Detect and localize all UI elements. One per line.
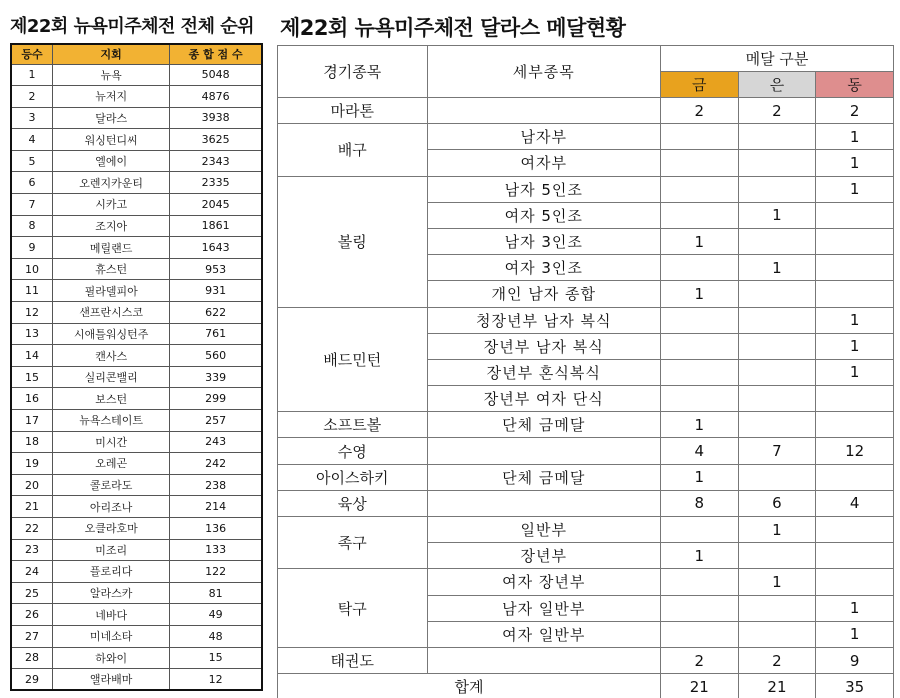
team-cell: 플로리다 xyxy=(53,561,170,583)
bronze-count xyxy=(816,517,894,543)
rank-cell: 4 xyxy=(11,129,53,151)
ranking-row xyxy=(11,539,262,561)
team-cell: 필라델피아 xyxy=(53,280,170,302)
total-silver: 21 xyxy=(738,674,816,698)
event-cell: 여자 일반부 xyxy=(427,621,660,647)
score-cell: 339 xyxy=(170,366,262,388)
bronze-count: 12 xyxy=(816,438,894,464)
sport-cell: 족구 xyxy=(278,517,428,569)
score-cell: 560 xyxy=(170,345,262,367)
rank-cell: 26 xyxy=(11,604,53,626)
team-cell: 시애틀워싱턴주 xyxy=(53,323,170,345)
silver-count: 2 xyxy=(738,98,816,124)
score-cell: 214 xyxy=(170,496,262,518)
gold-count: 1 xyxy=(660,412,738,438)
silver-count xyxy=(738,228,816,254)
gold-header: 금 xyxy=(660,72,738,98)
rank-cell: 11 xyxy=(11,280,53,302)
rank-cell: 3 xyxy=(11,107,53,129)
team-cell: 오클라호마 xyxy=(53,517,170,539)
ranking-row xyxy=(11,86,262,108)
score-cell: 761 xyxy=(170,323,262,345)
score-cell: 5048 xyxy=(170,64,262,86)
gold-count: 2 xyxy=(660,98,738,124)
silver-count xyxy=(738,307,816,333)
bronze-count: 2 xyxy=(816,98,894,124)
silver-count: 1 xyxy=(738,569,816,595)
gold-count: 1 xyxy=(660,464,738,490)
rank-cell: 17 xyxy=(11,410,53,432)
ranking-row xyxy=(11,453,262,475)
medal-row xyxy=(278,517,894,543)
silver-count xyxy=(738,124,816,150)
rank-cell: 2 xyxy=(11,86,53,108)
medal-row xyxy=(278,98,894,124)
score-cell: 2045 xyxy=(170,194,262,216)
silver-count xyxy=(738,412,816,438)
sport-cell: 배구 xyxy=(278,124,428,176)
gold-count xyxy=(660,621,738,647)
team-cell: 앨라배마 xyxy=(53,669,170,691)
ranking-row xyxy=(11,410,262,432)
bronze-count xyxy=(816,202,894,228)
team-cell: 아리조나 xyxy=(53,496,170,518)
event-cell: 장년부 xyxy=(427,543,660,569)
bronze-count: 1 xyxy=(816,124,894,150)
team-cell: 시카고 xyxy=(53,194,170,216)
gold-count xyxy=(660,333,738,359)
sport-cell: 배드민턴 xyxy=(278,307,428,412)
ranking-row xyxy=(11,129,262,151)
bronze-header: 동 xyxy=(816,72,894,98)
silver-count: 1 xyxy=(738,517,816,543)
event-cell: 개인 남자 종합 xyxy=(427,281,660,307)
ranking-row xyxy=(11,388,262,410)
event-cell: 단체 금메달 xyxy=(427,464,660,490)
gold-count xyxy=(660,176,738,202)
team-cell: 조지아 xyxy=(53,215,170,237)
medal-title: 제22회 뉴욕미주체전 달라스 메달현황 xyxy=(280,16,626,40)
event-cell: 장년부 혼식복식 xyxy=(427,359,660,385)
team-cell: 뉴욕스테이트 xyxy=(53,410,170,432)
rank-cell: 21 xyxy=(11,496,53,518)
event-cell: 여자 5인조 xyxy=(427,202,660,228)
bronze-count: 4 xyxy=(816,490,894,516)
bronze-count: 9 xyxy=(816,647,894,673)
score-cell: 2335 xyxy=(170,172,262,194)
team-cell: 알라스카 xyxy=(53,582,170,604)
medal-row xyxy=(278,307,894,333)
rank-cell: 19 xyxy=(11,453,53,475)
silver-count xyxy=(738,333,816,359)
silver-count xyxy=(738,464,816,490)
event-cell: 여자부 xyxy=(427,150,660,176)
rank-cell: 15 xyxy=(11,366,53,388)
rank-cell: 28 xyxy=(11,647,53,669)
score-cell: 48 xyxy=(170,625,262,647)
score-cell: 3938 xyxy=(170,107,262,129)
team-cell: 뉴저지 xyxy=(53,86,170,108)
ranking-row xyxy=(11,561,262,583)
team-cell: 오렌지카운티 xyxy=(53,172,170,194)
score-cell: 3625 xyxy=(170,129,262,151)
bronze-count xyxy=(816,386,894,412)
ranking-body xyxy=(11,64,262,690)
score-cell: 4876 xyxy=(170,86,262,108)
gold-count: 4 xyxy=(660,438,738,464)
gold-count: 1 xyxy=(660,228,738,254)
silver-count: 1 xyxy=(738,202,816,228)
rank-cell: 6 xyxy=(11,172,53,194)
rank-cell: 14 xyxy=(11,345,53,367)
ranking-row xyxy=(11,237,262,259)
ranking-row xyxy=(11,215,262,237)
silver-count xyxy=(738,359,816,385)
event-cell: 남자 일반부 xyxy=(427,595,660,621)
ranking-row xyxy=(11,517,262,539)
sport-header: 경기종목 xyxy=(278,46,428,98)
bronze-count: 1 xyxy=(816,150,894,176)
ranking-row xyxy=(11,280,262,302)
ranking-row xyxy=(11,258,262,280)
silver-count: 1 xyxy=(738,255,816,281)
score-cell: 242 xyxy=(170,453,262,475)
total-row xyxy=(278,674,894,698)
score-cell: 238 xyxy=(170,474,262,496)
sport-cell: 태권도 xyxy=(278,647,428,673)
score-cell: 953 xyxy=(170,258,262,280)
medal-row xyxy=(278,176,894,202)
gold-count xyxy=(660,255,738,281)
score-cell: 2343 xyxy=(170,150,262,172)
bronze-count: 1 xyxy=(816,621,894,647)
gold-count xyxy=(660,517,738,543)
rank-cell: 16 xyxy=(11,388,53,410)
rank-cell: 23 xyxy=(11,539,53,561)
ranking-row xyxy=(11,64,262,86)
ranking-row xyxy=(11,366,262,388)
silver-count xyxy=(738,621,816,647)
medal-row xyxy=(278,647,894,673)
event-cell: 장년부 여자 단식 xyxy=(427,386,660,412)
event-cell: 여자 장년부 xyxy=(427,569,660,595)
gold-count xyxy=(660,386,738,412)
score-cell: 1861 xyxy=(170,215,262,237)
score-cell: 81 xyxy=(170,582,262,604)
event-cell xyxy=(427,98,660,124)
event-cell xyxy=(427,647,660,673)
team-header: 지회 xyxy=(53,44,170,64)
ranking-row xyxy=(11,647,262,669)
ranking-row xyxy=(11,431,262,453)
rank-cell: 25 xyxy=(11,582,53,604)
rank-cell: 9 xyxy=(11,237,53,259)
score-cell: 622 xyxy=(170,302,262,324)
ranking-row xyxy=(11,150,262,172)
team-cell: 메릴랜드 xyxy=(53,237,170,259)
bronze-count xyxy=(816,281,894,307)
medal-row xyxy=(278,124,894,150)
score-cell: 257 xyxy=(170,410,262,432)
medal-row xyxy=(278,412,894,438)
event-cell: 남자부 xyxy=(427,124,660,150)
gold-count xyxy=(660,307,738,333)
gold-count: 1 xyxy=(660,543,738,569)
rank-cell: 1 xyxy=(11,64,53,86)
gold-count xyxy=(660,124,738,150)
bronze-count xyxy=(816,569,894,595)
ranking-header-row xyxy=(11,44,262,64)
gold-count xyxy=(660,150,738,176)
ranking-row xyxy=(11,582,262,604)
event-cell: 남자 3인조 xyxy=(427,228,660,254)
event-header: 세부종목 xyxy=(427,46,660,98)
gold-count: 2 xyxy=(660,647,738,673)
rank-cell: 5 xyxy=(11,150,53,172)
score-cell: 133 xyxy=(170,539,262,561)
rank-cell: 24 xyxy=(11,561,53,583)
medal-table xyxy=(277,45,894,698)
event-cell xyxy=(427,490,660,516)
medal-body xyxy=(278,98,894,698)
sport-cell: 마라톤 xyxy=(278,98,428,124)
ranking-row xyxy=(11,107,262,129)
total-gold: 21 xyxy=(660,674,738,698)
score-cell: 12 xyxy=(170,669,262,691)
rank-cell: 7 xyxy=(11,194,53,216)
sport-cell: 탁구 xyxy=(278,569,428,648)
team-cell: 엘에이 xyxy=(53,150,170,172)
gold-count xyxy=(660,569,738,595)
ranking-row xyxy=(11,172,262,194)
gold-count: 1 xyxy=(660,281,738,307)
score-cell: 1643 xyxy=(170,237,262,259)
sport-cell: 소프트볼 xyxy=(278,412,428,438)
rank-cell: 12 xyxy=(11,302,53,324)
silver-header: 은 xyxy=(738,72,816,98)
team-cell: 캔사스 xyxy=(53,345,170,367)
event-cell: 청장년부 남자 복식 xyxy=(427,307,660,333)
event-cell: 단체 금메달 xyxy=(427,412,660,438)
silver-count: 6 xyxy=(738,490,816,516)
gold-count xyxy=(660,359,738,385)
medal-row xyxy=(278,569,894,595)
silver-count xyxy=(738,386,816,412)
rank-cell: 8 xyxy=(11,215,53,237)
team-cell: 네바다 xyxy=(53,604,170,626)
ranking-row xyxy=(11,625,262,647)
bronze-count: 1 xyxy=(816,176,894,202)
rank-cell: 13 xyxy=(11,323,53,345)
bronze-count: 1 xyxy=(816,307,894,333)
silver-count: 7 xyxy=(738,438,816,464)
silver-count xyxy=(738,595,816,621)
bronze-count xyxy=(816,464,894,490)
team-cell: 콜로라도 xyxy=(53,474,170,496)
team-cell: 하와이 xyxy=(53,647,170,669)
gold-count xyxy=(660,595,738,621)
rank-cell: 22 xyxy=(11,517,53,539)
medal-row xyxy=(278,438,894,464)
medal-row xyxy=(278,490,894,516)
sport-cell: 수영 xyxy=(278,438,428,464)
total-label: 합계 xyxy=(278,674,661,698)
ranking-row xyxy=(11,669,262,691)
team-cell: 뉴욕 xyxy=(53,64,170,86)
team-cell: 오레곤 xyxy=(53,453,170,475)
ranking-title: 제22회 뉴욕미주체전 전체 순위 xyxy=(10,16,255,37)
score-cell: 243 xyxy=(170,431,262,453)
rank-cell: 18 xyxy=(11,431,53,453)
rank-header: 등수 xyxy=(11,44,53,64)
silver-count xyxy=(738,150,816,176)
score-cell: 49 xyxy=(170,604,262,626)
sport-cell: 볼링 xyxy=(278,176,428,307)
score-cell: 15 xyxy=(170,647,262,669)
gold-count: 8 xyxy=(660,490,738,516)
gold-count xyxy=(660,202,738,228)
medal-row xyxy=(278,464,894,490)
ranking-row xyxy=(11,496,262,518)
rank-cell: 27 xyxy=(11,625,53,647)
ranking-row xyxy=(11,474,262,496)
ranking-row xyxy=(11,194,262,216)
silver-count xyxy=(738,281,816,307)
rank-cell: 29 xyxy=(11,669,53,691)
event-cell: 여자 3인조 xyxy=(427,255,660,281)
team-cell: 달라스 xyxy=(53,107,170,129)
bronze-count xyxy=(816,412,894,438)
score-cell: 136 xyxy=(170,517,262,539)
event-cell: 장년부 남자 복식 xyxy=(427,333,660,359)
score-cell: 299 xyxy=(170,388,262,410)
team-cell: 미시간 xyxy=(53,431,170,453)
bronze-count: 1 xyxy=(816,359,894,385)
event-cell: 일반부 xyxy=(427,517,660,543)
sport-cell: 육상 xyxy=(278,490,428,516)
team-cell: 워싱턴디씨 xyxy=(53,129,170,151)
team-cell: 미조리 xyxy=(53,539,170,561)
bronze-count: 1 xyxy=(816,595,894,621)
team-cell: 실리콘밸리 xyxy=(53,366,170,388)
medal-header-row xyxy=(278,46,894,72)
score-cell: 931 xyxy=(170,280,262,302)
silver-count: 2 xyxy=(738,647,816,673)
rank-cell: 10 xyxy=(11,258,53,280)
medal-group-header: 메달 구분 xyxy=(660,46,893,72)
team-cell: 미네소타 xyxy=(53,625,170,647)
event-cell xyxy=(427,438,660,464)
team-cell: 휴스턴 xyxy=(53,258,170,280)
ranking-row xyxy=(11,323,262,345)
team-cell: 샌프란시스코 xyxy=(53,302,170,324)
team-cell: 보스턴 xyxy=(53,388,170,410)
bronze-count: 1 xyxy=(816,333,894,359)
ranking-row xyxy=(11,604,262,626)
rank-cell: 20 xyxy=(11,474,53,496)
bronze-count xyxy=(816,228,894,254)
ranking-table xyxy=(10,43,263,691)
silver-count xyxy=(738,176,816,202)
score-header: 종 합 점 수 xyxy=(170,44,262,64)
ranking-row xyxy=(11,345,262,367)
total-bronze: 35 xyxy=(816,674,894,698)
ranking-row xyxy=(11,302,262,324)
silver-count xyxy=(738,543,816,569)
bronze-count xyxy=(816,543,894,569)
bronze-count xyxy=(816,255,894,281)
sport-cell: 아이스하키 xyxy=(278,464,428,490)
score-cell: 122 xyxy=(170,561,262,583)
event-cell: 남자 5인조 xyxy=(427,176,660,202)
